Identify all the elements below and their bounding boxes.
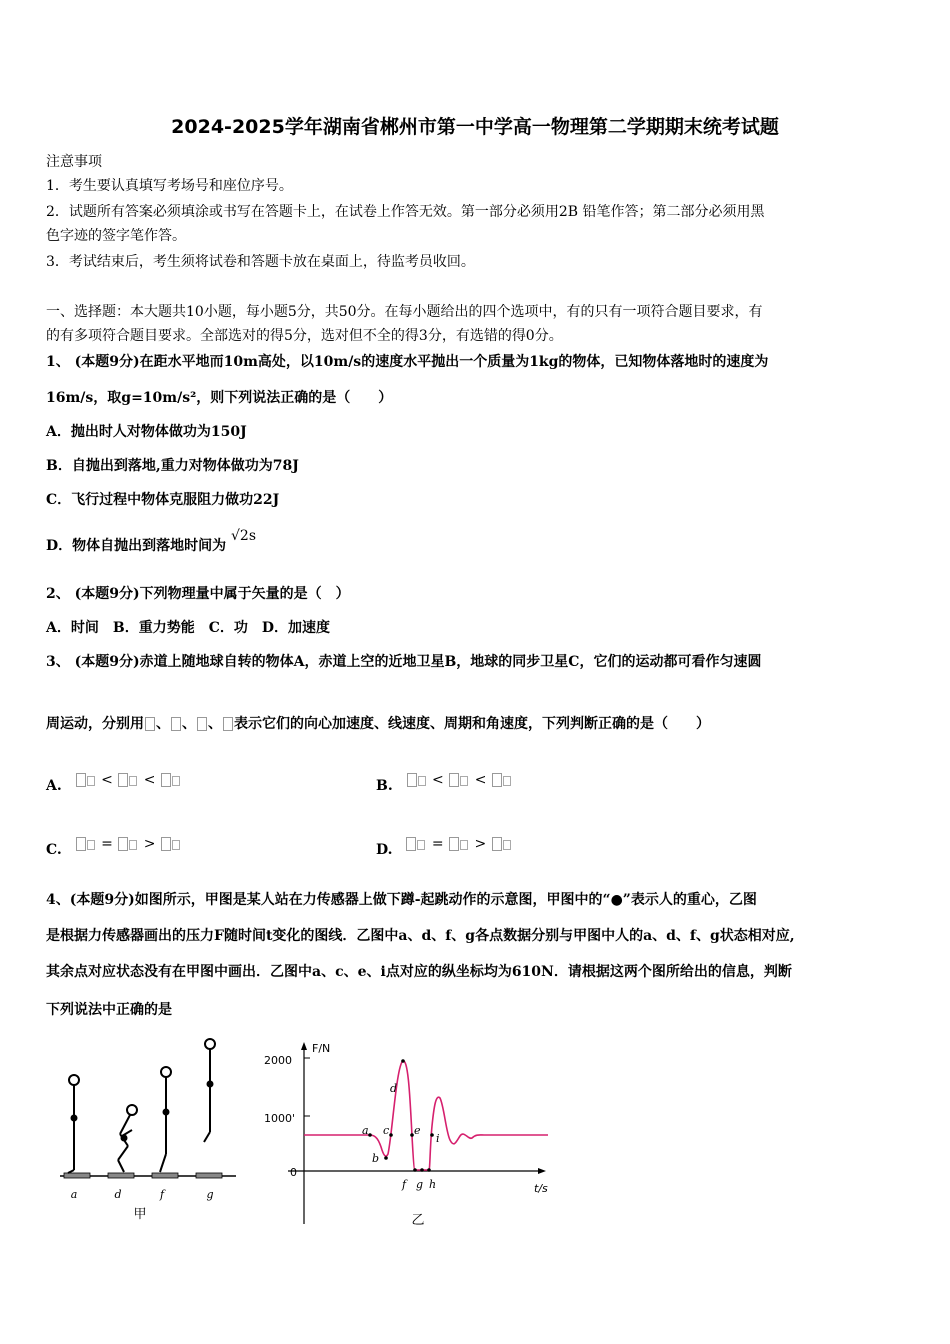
relation-sign: = xyxy=(431,836,444,852)
relation-sign: < xyxy=(101,772,113,788)
figure-jia-label: f xyxy=(159,1188,165,1201)
symbol-placeholder-icon xyxy=(492,773,502,787)
relation-sign: > xyxy=(474,836,487,852)
q3-stem-line1: 3、 (本题9分)赤道上随地球自转的物体A，赤道上空的近地卫星B，地球的同步卫星C，它们的运动都可看作匀速圆 xyxy=(46,654,762,670)
subscript-placeholder-icon xyxy=(172,840,180,850)
q1-option-a: A．抛出时人对物体做功为150J xyxy=(46,424,247,440)
graph-point xyxy=(401,1059,405,1063)
subscript-placeholder-icon xyxy=(417,840,425,850)
relation-sign: < xyxy=(143,772,156,788)
y-tick-label: 1000' xyxy=(264,1112,296,1125)
symbol-placeholder-icon xyxy=(406,837,416,851)
point-label: e xyxy=(414,1124,421,1137)
point-label: b xyxy=(372,1152,380,1165)
option-label: D. xyxy=(376,842,393,858)
stick-figure-f xyxy=(160,1067,171,1172)
q3-option-a-expr xyxy=(75,772,182,788)
option-label: B. xyxy=(376,778,393,794)
stick-figure-g xyxy=(204,1039,215,1142)
figure-yi xyxy=(258,1036,558,1236)
symbol-placeholder-icon xyxy=(449,773,459,787)
stick-figure-d xyxy=(118,1105,137,1172)
q3-stem-line2-b: 表示它们的向心加速度、线速度、周期和角速度，下列判断正确的是（ ） xyxy=(234,716,710,732)
subscript-placeholder-icon xyxy=(172,776,180,786)
q2-stem: 2、 (本题9分)下列物理量中属于矢量的是（ ） xyxy=(46,586,350,602)
symbol-placeholder-icon xyxy=(197,717,207,731)
q3-stem-line2-a: 周运动，分别用 xyxy=(46,716,144,732)
figure-jia-label: g xyxy=(206,1188,214,1201)
q1-option-d-math: √2s xyxy=(231,528,257,544)
relation-sign: > xyxy=(143,836,156,852)
graph-point xyxy=(413,1168,417,1172)
q4-stem-line1: 4、(本题9分)如图所示，甲图是某人站在力传感器上做下蹲-起跳动作的示意图，甲图中的“●”表示人的重心，乙图 xyxy=(46,892,757,908)
q3-option-b-expr xyxy=(406,772,513,788)
q1-stem-line2: 16m/s，取g=10m/s²，则下列说法正确的是（ ） xyxy=(46,390,393,406)
q4-stem-line2: 是根据力传感器画出的压力F随时间t变化的图线．乙图中a、d、f、g各点数据分别与甲图中人的a、d、f、g状态相对应, xyxy=(46,928,795,944)
symbol-placeholder-icon xyxy=(118,773,128,787)
figure-jia xyxy=(56,1036,256,1226)
point-label: g xyxy=(416,1178,424,1191)
point-label: h xyxy=(429,1178,437,1191)
q4-stem-line4: 下列说法中正确的是 xyxy=(46,1002,172,1018)
notice-item-1: 1．考生要认真填写考场号和座位序号。 xyxy=(46,178,293,194)
subscript-placeholder-icon xyxy=(129,776,137,786)
q2-options: A．时间 B．重力势能 C．功 D．加速度 xyxy=(46,620,330,636)
q1-option-d xyxy=(46,528,257,556)
symbol-placeholder-icon xyxy=(449,837,459,851)
figure-jia-label: a xyxy=(70,1188,78,1201)
sensor-plate xyxy=(108,1173,134,1178)
force-curve xyxy=(304,1061,548,1170)
subscript-placeholder-icon xyxy=(460,840,468,850)
relation-sign: < xyxy=(432,772,444,788)
subscript-placeholder-icon xyxy=(129,840,137,850)
q3-option-a xyxy=(46,772,182,796)
graph-point xyxy=(368,1133,372,1137)
symbol-placeholder-icon xyxy=(492,837,502,851)
q3-option-b xyxy=(376,772,513,796)
symbol-placeholder-icon xyxy=(223,717,233,731)
subscript-placeholder-icon xyxy=(418,776,426,786)
notice-item-2-cont: 色字迹的签字笔作答。 xyxy=(46,228,186,244)
relation-sign: = xyxy=(101,836,113,852)
figure-jia-label: d xyxy=(114,1188,122,1201)
option-label: A. xyxy=(46,778,62,794)
q3-option-c-expr xyxy=(75,836,182,852)
figure-yi-caption: 乙 xyxy=(411,1213,425,1228)
point-label: a xyxy=(362,1124,369,1137)
subscript-placeholder-icon xyxy=(503,840,511,850)
figure-jia-caption: 甲 xyxy=(133,1207,147,1222)
graph-point xyxy=(384,1156,388,1160)
q1-stem-line1: 1、 (本题9分)在距水平地而10m高处，以10m/s的速度水平抛出一个质量为1kg的物体，已知物体落地时的速度为 xyxy=(46,354,769,370)
y-tick-label: 0 xyxy=(290,1166,297,1179)
option-label: C. xyxy=(46,842,62,858)
q3-stem-line2 xyxy=(46,714,710,734)
separator: 、 xyxy=(182,716,196,732)
point-label: d xyxy=(390,1082,398,1095)
symbol-placeholder-icon xyxy=(76,773,86,787)
page-title: 2024-2025学年湖南省郴州市第一中学高一物理第二学期期末统考试题 xyxy=(171,116,779,138)
y-axis-label: F/N xyxy=(312,1042,331,1055)
subscript-placeholder-icon xyxy=(460,776,468,786)
subscript-placeholder-icon xyxy=(87,840,95,850)
graph-point xyxy=(389,1133,393,1137)
stick-figure-a xyxy=(68,1075,79,1173)
sensor-plate xyxy=(152,1173,178,1178)
symbol-placeholder-icon xyxy=(161,837,171,851)
symbol-placeholder-icon xyxy=(118,837,128,851)
q3-option-d xyxy=(376,836,513,860)
graph-point xyxy=(427,1168,431,1172)
symbol-placeholder-icon xyxy=(145,717,155,731)
point-label: f xyxy=(402,1178,407,1191)
sensor-plate xyxy=(196,1173,222,1178)
separator: 、 xyxy=(208,716,222,732)
point-label: c xyxy=(383,1124,390,1137)
subscript-placeholder-icon xyxy=(503,776,511,786)
symbol-placeholder-icon xyxy=(407,773,417,787)
q1-option-d-text: D．物体自抛出到落地时间为 xyxy=(46,538,227,554)
symbol-placeholder-icon xyxy=(171,717,181,731)
q1-option-c: C．飞行过程中物体克服阻力做功22J xyxy=(46,492,280,508)
subscript-placeholder-icon xyxy=(87,776,95,786)
relation-sign: < xyxy=(474,772,487,788)
x-axis-label: t/s xyxy=(534,1182,548,1195)
q1-option-b: B．自抛出到落地,重力对物体做功为78J xyxy=(46,458,299,474)
point-label: i xyxy=(436,1132,440,1145)
symbol-placeholder-icon xyxy=(161,773,171,787)
y-tick-label: 2000 xyxy=(264,1054,292,1067)
section1-intro-line2: 的有多项符合题目要求。全部选对的得5分，选对但不全的得3分，有选错的得0分。 xyxy=(46,328,563,344)
q3-option-d-expr xyxy=(405,836,512,852)
q3-option-c xyxy=(46,836,182,860)
notice-item-3: 3．考试结束后，考生须将试卷和答题卡放在桌面上，待监考员收回。 xyxy=(46,254,475,270)
notice-item-2: 2．试题所有答案必须填涂或书写在答题卡上，在试卷上作答无效。第一部分必须用2B 铅笔作答；第二部分必须用黑 xyxy=(46,204,765,220)
x-axis-arrow-icon xyxy=(538,1168,546,1174)
section1-intro-line1: 一、选择题：本大题共10小题，每小题5分，共50分。在每小题给出的四个选项中，有的只有一项符合题目要求，有 xyxy=(46,304,763,320)
graph-point xyxy=(420,1168,424,1172)
y-axis-arrow-icon xyxy=(301,1042,307,1050)
notice-heading: 注意事项 xyxy=(46,154,102,170)
q4-stem-line3: 其余点对应状态没有在甲图中画出．乙图中a、c、e、i点对应的纵坐标均为610N．请根据这两个图所给出的信息，判断 xyxy=(46,964,792,980)
symbol-placeholder-icon xyxy=(76,837,86,851)
graph-point xyxy=(430,1133,434,1137)
separator: 、 xyxy=(156,716,170,732)
sensor-plate xyxy=(64,1173,90,1178)
